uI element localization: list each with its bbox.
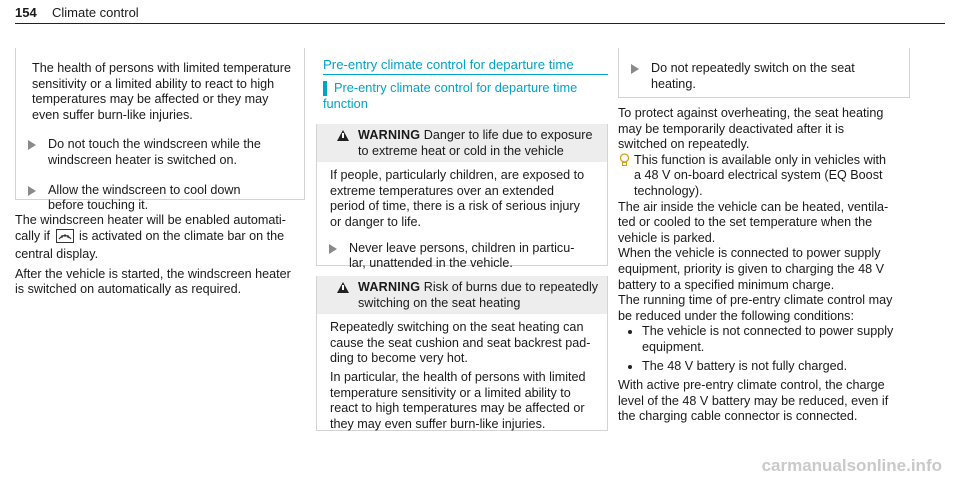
section-heading: Pre-entry climate control for departure time [323,57,574,72]
text-line: Allow the windscreen to cool down [48,182,241,197]
text-line: In particular, the health of persons with limited [330,369,586,384]
step-arrow-icon [631,64,639,74]
text-line: switched on repeatedly. [618,137,750,152]
text-line: Never leave persons, children in particu- [349,240,575,255]
step-arrow-icon [28,140,36,150]
intro-text [16,48,304,123]
text-line: This function is available only in vehicles with [634,152,886,167]
text-line: The health of persons with limited temperature [32,61,292,75]
instruction-step [317,241,607,272]
page-number: 154 [15,5,37,20]
text-line: even suffer burn-like injuries. [32,107,193,122]
warning-label: WARNING [358,128,421,142]
text-line: The air inside the vehicle can be heated, ventila- [618,199,889,214]
header-divider [15,23,945,24]
text-fragment: is activated on the climate bar on the [79,228,285,243]
subsection-marker [323,81,327,96]
text-line: With active pre-entry climate control, the charge [618,378,885,393]
text-line: Repeatedly switching on the seat heating can [330,320,584,335]
text-line: To protect against overheating, the seat heating [618,106,884,120]
text-line: windscreen heater is switched on. [48,152,238,167]
list-item [618,324,918,355]
text-line: technology). [634,183,703,198]
text-line: ding to become very hot. [330,351,468,366]
text-line: cause the seat cushion and seat backrest pad- [330,335,591,350]
text-line: may be temporarily deactivated after it is [618,121,845,136]
text-line: The windscreen heater will be enabled automati- [15,213,286,227]
text-line: The vehicle is not connected to power supply [642,324,894,339]
text-line: equipment. [642,339,705,354]
text-line: central display. [15,247,99,262]
right-text [618,106,918,425]
warning-icon [337,282,349,293]
text-line: period of time, there is a risk of serious injury [330,199,580,214]
warning-icon [337,130,349,141]
warning-box-exposure [316,124,608,271]
left-notice-box [15,48,305,213]
text-line: be reduced under the following conditions: [618,308,854,323]
text-line: they may even suffer burn-like injuries. [330,416,546,431]
section-title: Climate control [52,5,139,20]
text-line: sensitivity or a limited ability to react to high [32,76,275,91]
text-line: react to high temperatures may be affected or [330,401,585,416]
warning-body [317,162,607,230]
text-line: switching on the seat heating [358,295,521,310]
warning-box-burns [316,276,608,431]
bullet-dot [628,365,632,369]
text-line: or danger to life. [330,214,422,229]
subsection-heading [334,80,609,96]
list-item [618,359,918,375]
right-step-box [618,48,910,98]
text-line: a 48 V on-board electrical system (EQ Boost [634,168,883,183]
step-arrow-icon [329,244,337,254]
text-fragment: Danger to life due to exposure [423,128,593,142]
text-line: lar, unattended in the vehicle. [349,256,513,271]
text-line: temperature sensitivity or a limited ability to [330,385,571,400]
instruction-step [619,61,909,92]
info-note [618,153,918,200]
instruction-step [16,183,304,214]
text-fragment: Risk of burns due to repeatedly [423,280,599,294]
windscreen-paragraph [15,213,310,298]
lightbulb-icon [619,153,630,171]
section-heading-rule [323,74,608,75]
text-line: level of the 48 V battery may be reduced, even if [618,393,889,408]
text-line: Pre-entry climate control for departure time [334,80,578,95]
text-line: the charging cable connector is connected. [618,409,858,424]
text-line: to extreme heat or cold in the vehicle [358,143,564,158]
text-line: vehicle is parked. [618,230,716,245]
text-line: The 48 V battery is not fully charged. [642,358,848,373]
text-line: The running time of pre-entry climate control may [618,293,893,308]
text-line: Do not touch the windscreen while the [48,137,261,152]
text-line: function [323,96,368,111]
text-fragment: cally if [15,228,50,243]
bullet-dot [628,330,632,334]
text-line: equipment, priority is given to charging the 48 V [618,261,885,276]
text-line: temperatures may be affected or they may [32,92,269,107]
warning-header [317,276,607,314]
watermark: carmanualsonline.info [761,456,942,476]
windscreen-max-icon [56,229,74,248]
warning-header [317,124,607,162]
text-line: If people, particularly children, are exposed to [330,168,585,183]
text-line: extreme temperatures over an extended [330,183,555,198]
subsection-heading-cont [323,96,368,112]
text-line: After the vehicle is started, the windscreen heater [15,266,291,281]
text-line [15,229,310,248]
instruction-step [16,137,304,168]
text-line: is switched on automatically as required. [15,282,242,297]
text-line: When the vehicle is connected to power supply [618,246,881,261]
warning-label: WARNING [358,280,421,294]
text-line: heating. [651,76,696,91]
warning-body [317,314,607,432]
text-line: battery to a specified minimum charge. [618,277,835,292]
text-line: before touching it. [48,198,149,213]
text-line: Do not repeatedly switch on the seat [651,61,855,75]
text-line: ted or cooled to the set temperature when the [618,215,873,230]
step-arrow-icon [28,186,36,196]
